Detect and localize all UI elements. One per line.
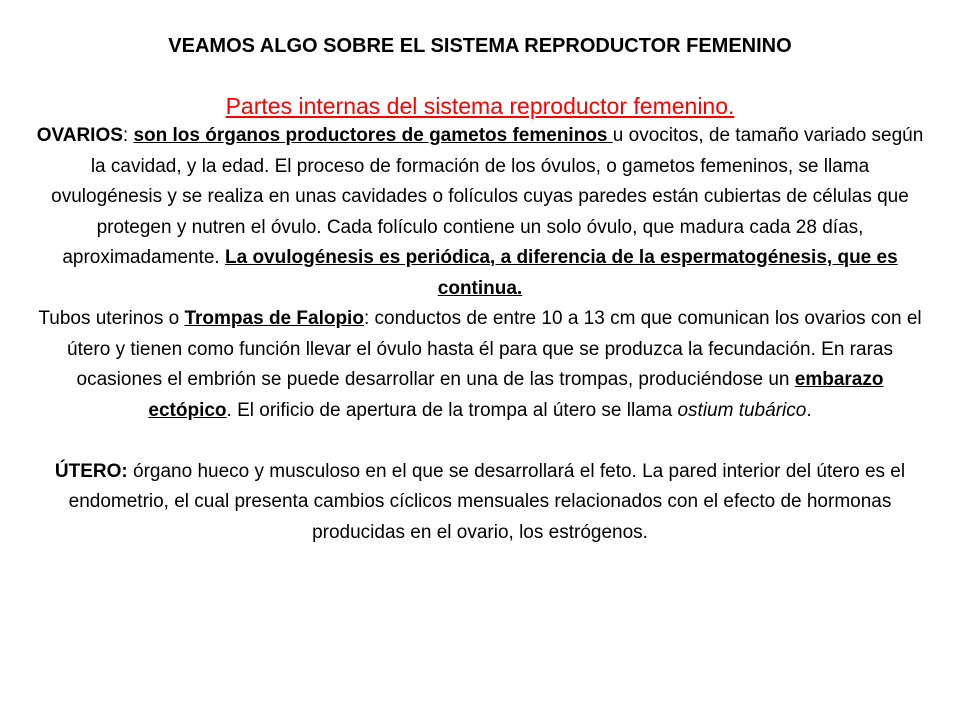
- trompas-intro: Tubos uterinos o: [38, 308, 185, 329]
- slide-subtitle: Partes internas del sistema reproductor femenino.: [225, 93, 735, 119]
- embarazo-ectopico-term: embarazo ectópico: [148, 369, 884, 421]
- paragraph-spacer: [36, 426, 924, 457]
- ostium-tubarico-term: ostium tubárico: [677, 399, 807, 421]
- trompas-term: Trompas de Falopio: [184, 308, 364, 329]
- utero-text: órgano hueco y musculoso en el que se desarrollará el feto. La pared interior del útero es el endometrio, el cual presenta cambios cíclicos mensuales relacionados con el efecto de hormonas producidas en el ovario, los estrógenos.: [68, 460, 906, 543]
- ovarios-paragraph: [36, 121, 924, 304]
- ovarios-text: u ovocitos, de tamaño variado según la cavidad, y la edad. El proceso de formación de los óvulos, o gametos femeninos, se llama ovulogénesis y se realiza en unas cavidades o folículos cuyas paredes están cubiertas de células que protegen y nutren el óvulo. Cada folículo contiene un solo óvulo, que madura cada 28 días, aproximadamente.: [51, 125, 924, 268]
- trompas-paragraph: [36, 304, 924, 426]
- slide-title: VEAMOS ALGO SOBRE EL SISTEMA REPRODUCTOR FEMENINO: [168, 35, 792, 57]
- ovulogenesis-note: La ovulogénesis es periódica, a diferencia de la espermatogénesis, que es continua.: [225, 247, 898, 299]
- trompas-end: .: [806, 399, 812, 421]
- utero-paragraph: [36, 457, 924, 549]
- trompas-text-2: . El orificio de apertura de la trompa al útero se llama: [226, 399, 678, 421]
- utero-term: ÚTERO:: [54, 460, 128, 482]
- trompas-text-1: : conductos de entre 10 a 13 cm que comunican los ovarios con el útero y tienen como función llevar el óvulo hasta él para que se produzca la fecundación. En raras ocasiones el embrión se puede desarrollar en una de las trompas, produciéndose un: [67, 308, 922, 390]
- ovarios-term: OVARIOS: [36, 125, 123, 146]
- ovarios-separator: :: [122, 125, 134, 146]
- ovarios-definition: son los órganos productores de gametos femeninos: [133, 125, 613, 146]
